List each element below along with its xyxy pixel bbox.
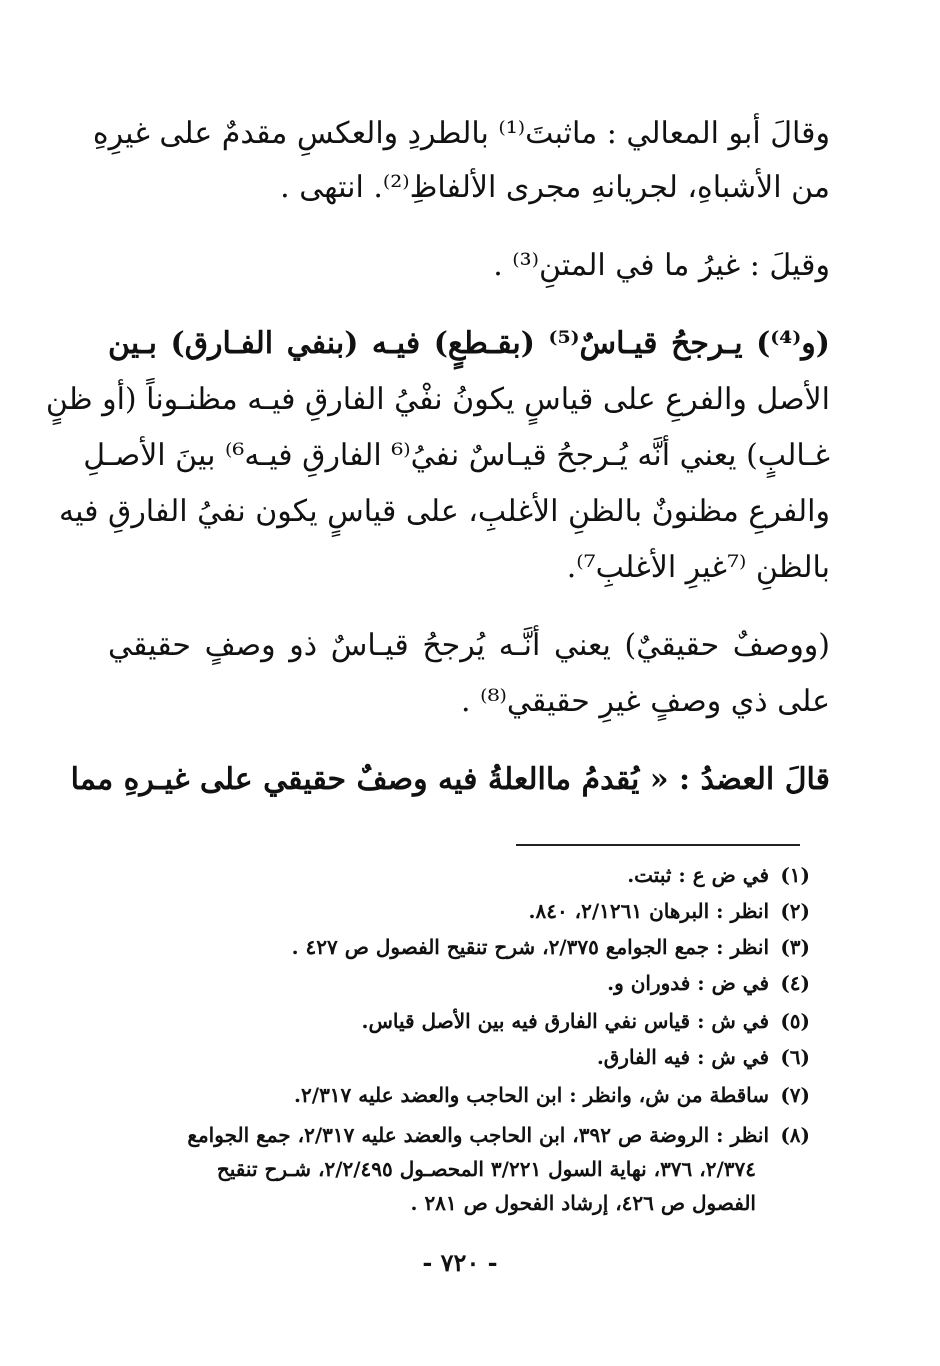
footnote-3 <box>120 934 810 960</box>
body-line-8: بالظنِ ⁽⁷غيرِ الأغلبِ⁷⁾. <box>566 550 830 585</box>
body-line-11: قالَ العضدُ : « يُقدمُ ماالعلةُ فيه وصفٌ حقيقي على غيـرهِ مما <box>70 762 830 797</box>
footnote-2 <box>120 898 810 924</box>
footnote-number: (٧) <box>780 1083 810 1107</box>
footnote-number: (١) <box>780 863 810 887</box>
body-line-1: وقالَ أبو المعالي : ماثبتَ⁽¹⁾ بالطردِ والعكسِ مقدمٌ على غيرِهِ <box>92 116 830 151</box>
body-line-2: من الأشباهِ، لجريانهِ مجرى الألفاظِ⁽²⁾. انتهى . <box>280 170 830 205</box>
page-number: - ٧٢٠ - <box>422 1248 498 1277</box>
footnote-separator <box>516 844 800 846</box>
body-line-7: والفرعِ مظنونٌ بالظنِ الأغلبِ، على قياسٍ يكون نفيُ الفارقِ فيه <box>59 494 830 529</box>
footnote-number: (٨) <box>780 1123 810 1147</box>
body-line-10: على ذي وصفٍ غيرِ حقيقي⁽⁸⁾ . <box>461 684 830 719</box>
footnote-number: (٢) <box>780 899 810 923</box>
footnote-8-continuation-1: ٢/٣٧٤، ٣٧٦، نهاية السول ٣/٢٢١ المحصـول ٢/٢/٤٩٥، شـرح تنقيح <box>216 1157 756 1181</box>
footnote-text: ساقطة من ش، وانظر : ابن الحاجب والعضد عليه ٢/٣١٧. <box>294 1083 770 1107</box>
footnote-text: في ش : فيه الفارق. <box>596 1045 770 1069</box>
body-line-9: (ووصفٌ حقيقيٌ) يعني أنَّـه يُرجحُ قيـاسٌ ذو وصفٍ حقيقي <box>108 628 830 663</box>
footnote-text: في ض : فدوران و. <box>607 971 770 995</box>
footnote-8-continuation-2: الفصول ص ٤٢٦، إرشاد الفحول ص ٢٨١ . <box>410 1191 756 1215</box>
footnote-number: (٤) <box>780 971 810 995</box>
footnote-text: انظر : البرهان ٢/١٢٦١، ٨٤٠. <box>528 899 770 923</box>
body-line-4: (و⁽⁴⁾) يـرجحُ قيـاسٌ⁽⁵⁾ (بقـطعٍ) فيـه (بنفي الفـارق) بـين <box>108 326 830 361</box>
body-line-6: غـالبٍ) يعني أنَّه يُـرجحُ قيـاسٌ نفيُ⁽⁶ الفارقِ فيـه⁶⁾ بينَ الأصـلِ <box>83 438 830 473</box>
footnote-6 <box>120 1044 810 1070</box>
footnote-5 <box>120 1008 810 1034</box>
body-line-3: وقيلَ : غيرُ ما في المتنِ⁽³⁾ . <box>493 248 830 283</box>
footnote-text: انظر : الروضة ص ٣٩٢، ابن الحاجب والعضد عليه ٢/٣١٧، جمع الجوامع <box>187 1123 770 1147</box>
footnote-number: (٥) <box>780 1009 810 1033</box>
footnote-number: (٣) <box>780 935 810 959</box>
footnote-8 <box>120 1122 810 1148</box>
footnote-text: في ض ع : ثبتت. <box>627 863 770 887</box>
footnote-text: انظر : جمع الجوامع ٢/٣٧٥، شرح تنقيح الفصول ص ٤٢٧ . <box>291 935 770 959</box>
footnote-text: في ش : قياس نفي الفارق فيه بين الأصل قياس. <box>361 1009 770 1033</box>
body-line-5: الأصل والفرعِ على قياسٍ يكونُ نفْيُ الفارقِ فيـه مظنـوناً (أو ظنٍ <box>45 382 830 417</box>
footnote-7 <box>120 1082 810 1108</box>
footnote-number: (٦) <box>780 1045 810 1069</box>
footnote-1 <box>120 862 810 888</box>
footnote-4 <box>120 970 810 996</box>
